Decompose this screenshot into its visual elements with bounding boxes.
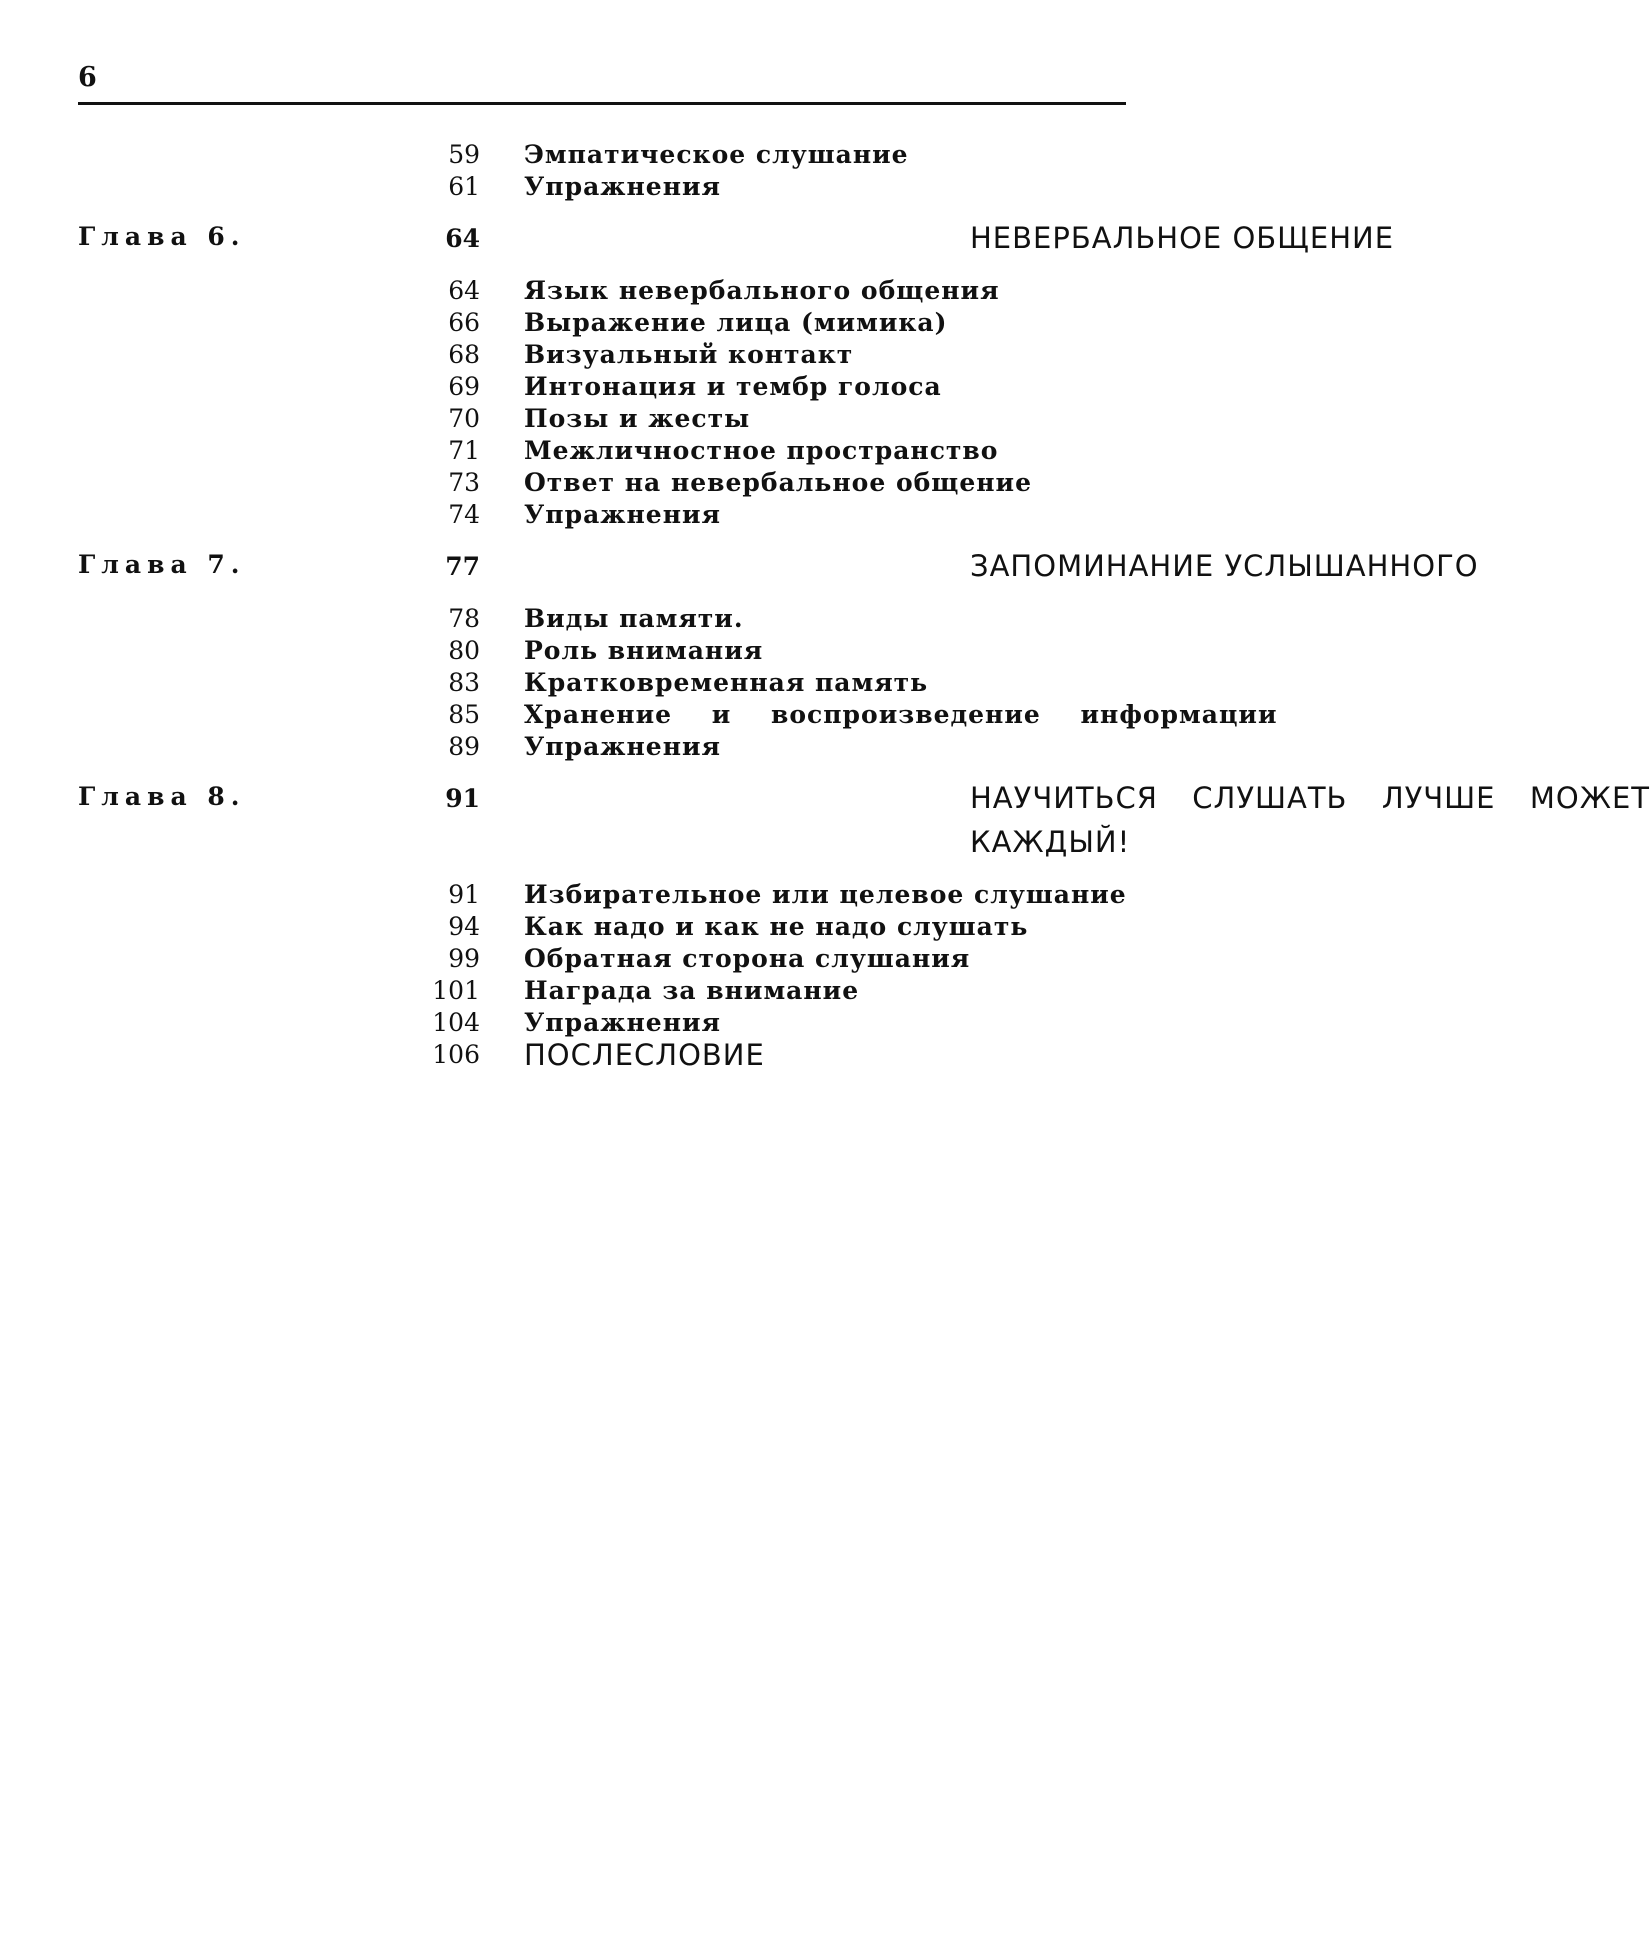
chapter-title: ЗАПОМИНАНИЕ УСЛЫШАННОГО xyxy=(970,549,1479,583)
toc-entry xyxy=(78,876,1126,908)
toc-page-number: 89 xyxy=(448,732,480,761)
toc-page-number: 80 xyxy=(448,636,480,665)
toc-entry-title: Ответ на невербальное общение xyxy=(524,468,1033,497)
chapter-label: Глава 7. xyxy=(78,550,246,579)
toc-entry-title: Межличностное пространство xyxy=(524,436,999,465)
toc-entry xyxy=(78,464,1126,496)
toc-entry-title: Интонация и тембр голоса xyxy=(524,372,942,401)
toc-entry-title: Хранение и воспроизведение информации xyxy=(524,700,1278,729)
toc-entry xyxy=(78,940,1126,972)
header-rule xyxy=(78,102,1126,105)
toc-page-number: 94 xyxy=(448,912,480,941)
toc-entry-title: Упражнения xyxy=(524,732,722,761)
toc-entry-title: Выражение лица (мимика) xyxy=(524,308,948,337)
toc-page-number: 68 xyxy=(448,340,480,369)
toc-page-number: 91 xyxy=(448,880,480,909)
toc-entry-title: Визуальный контакт xyxy=(524,340,854,369)
toc-entry-title: Виды памяти. xyxy=(524,604,744,633)
toc-entry-title: Язык невербального общения xyxy=(524,276,1000,305)
toc-entry-title: Упражнения xyxy=(524,1008,722,1037)
toc-entry xyxy=(78,728,1126,760)
toc-page-number: 104 xyxy=(432,1008,480,1037)
toc-entry xyxy=(78,1004,1126,1036)
toc-page-number: 61 xyxy=(448,172,480,201)
toc-entry-title: Упражнения xyxy=(524,172,722,201)
afterword-title: ПОСЛЕСЛОВИЕ xyxy=(524,1038,765,1072)
toc-page-number: 66 xyxy=(448,308,480,337)
table-of-contents xyxy=(78,136,1650,1072)
toc-entry xyxy=(78,368,1126,400)
toc-entry xyxy=(78,664,1126,696)
toc-entry-title: Упражнения xyxy=(524,500,722,529)
toc-entry xyxy=(78,632,1126,664)
toc-entry-title: Кратковременная память xyxy=(524,668,929,697)
toc-entry-title: Позы и жесты xyxy=(524,404,751,433)
toc-entry-title: Избирательное или целевое слушание xyxy=(524,880,1127,909)
toc-entry-title: Обратная сторона слушания xyxy=(524,944,971,973)
toc-entry xyxy=(78,272,1126,304)
toc-entry-title: Роль внимания xyxy=(524,636,764,665)
toc-page-number: 64 xyxy=(448,276,480,305)
toc-entry xyxy=(78,400,1126,432)
toc-chapter-heading xyxy=(78,216,1395,260)
page-number: 6 xyxy=(78,62,97,93)
toc-page-number: 78 xyxy=(448,604,480,633)
toc-entry-title: Как надо и как не надо слушать xyxy=(524,912,1029,941)
toc-entry-title: Эмпатическое слушание xyxy=(524,140,909,169)
toc-page-number: 71 xyxy=(448,436,480,465)
toc-entry xyxy=(78,136,1126,168)
chapter-title: НАУЧИТЬСЯ СЛУШАТЬ ЛУЧШЕ МОЖЕТ КАЖДЫЙ! xyxy=(970,781,1650,859)
toc-page-number: 85 xyxy=(448,700,480,729)
toc-page-number: 73 xyxy=(448,468,480,497)
toc-page-number: 77 xyxy=(445,552,480,581)
toc-entry xyxy=(78,432,1126,464)
toc-page-number: 91 xyxy=(445,784,480,813)
toc-page-number: 99 xyxy=(448,944,480,973)
toc-chapter-heading xyxy=(78,544,1479,588)
toc-entry-afterword xyxy=(78,1036,1126,1072)
toc-page-number: 74 xyxy=(448,500,480,529)
toc-entry xyxy=(78,908,1126,940)
toc-entry xyxy=(78,168,1126,200)
toc-entry xyxy=(78,336,1126,368)
toc-page-number: 83 xyxy=(448,668,480,697)
toc-chapter-heading xyxy=(78,776,1650,864)
toc-entry xyxy=(78,304,1126,336)
toc-entry xyxy=(78,496,1126,528)
chapter-title: НЕВЕРБАЛЬНОЕ ОБЩЕНИЕ xyxy=(970,221,1395,255)
toc-page-number: 101 xyxy=(432,976,480,1005)
toc-entry-title: Награда за внимание xyxy=(524,976,860,1005)
toc-page-number: 69 xyxy=(448,372,480,401)
toc-entry xyxy=(78,972,1126,1004)
toc-page-number: 64 xyxy=(445,224,480,253)
toc-page-number: 59 xyxy=(448,140,480,169)
chapter-label: Глава 8. xyxy=(78,782,246,811)
toc-page-number: 106 xyxy=(432,1040,480,1069)
chapter-label: Глава 6. xyxy=(78,222,246,251)
toc-entry xyxy=(78,600,1126,632)
toc-entry xyxy=(78,696,1278,729)
toc-page-number: 70 xyxy=(448,404,480,433)
